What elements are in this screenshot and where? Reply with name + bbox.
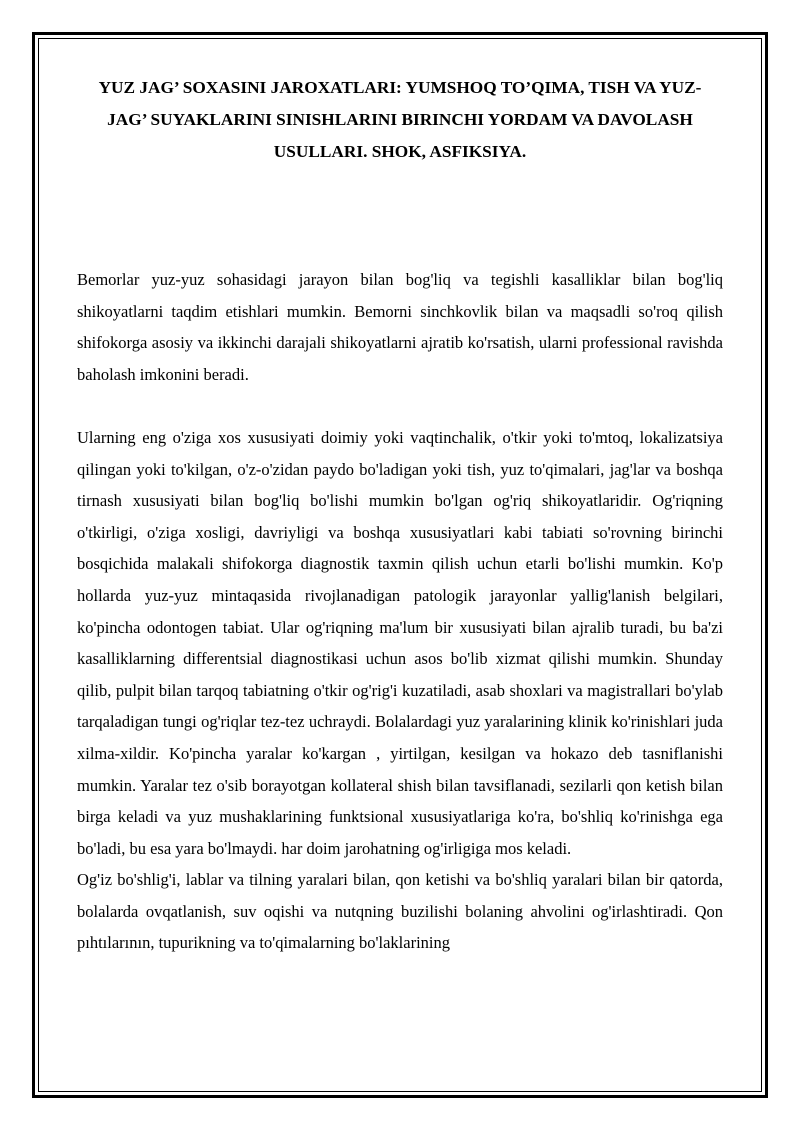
paragraph-pain-complaints: Ularning eng o'ziga xos xususiyati doimiy yoki vaqtinchalik, o'tkir yoki to'mtoq, lokalizatsiya qilingan yoki to'kilgan, o'z-o'zidan paydo bo'ladigan yoki tish, yuz to'qimalari, jag'lar va boshqa tirnash xususiyati bilan bog'liq bo'lishi mumkin bo'lgan og'riq shikoyatlaridir. Og'riqning o'tkirligi, o'ziga xosligi, davriyligi va boshqa xususiyatlari kabi tabiati so'rovning birinchi bosqichida malakali shifokorga diagnostik taxmin qilish uchun etarli bo'lishi mumkin. Ko'p hollarda yuz-yuz mintaqasida rivojlanadigan patologik jarayonlar yallig'lanish belgilari, ko'pincha odontogen tabiat. Ular og'riqning ma'lum bir xususiyati bilan ajralib turadi, bu ba'zi kasalliklarning differentsial diagnostikasi uchun asos bo'lib xizmat qilishi mumkin. Shunday qilib, pulpit bilan tarqoq tabiatning o'tkir og'rig'i kuzatiladi, asab shoxlari va magistrallari bo'ylab tarqaladigan tungi og'riqlar tez-tez uchraydi. Bolalardagi yuz yaralarining klinik ko'rinishlari juda xilma-xildir. Ko'pincha yaralar ko'kargan , yirtilgan, kesilgan va hokazo deb tasniflanishi mumkin. Yaralar tez o'sib borayotgan kollateral shish bilan tavsiflanadi, sezilarli qon ketish bilan birga keladi va yuz mushaklarining funktsional xususiyatlariga ko'ra, bo'shliq ko'rinishga ega bo'ladi, bu esa yara bo'lmaydi. har doim jarohatning og'irligiga mos keladi. bbox=[77, 427, 723, 858]
paragraph-oral-wounds: Og'iz bo'shlig'i, lablar va tilning yaralari bilan, qon ketishi va bo'shliq yaralari bilan bir qatorda, bolalarda ovqatlanish, suv oqishi va nutqning buzilishi bolaning ahvolini og'irlashtiradi. Qon pıhtılarının, tupurikning va to'qimalarning bo'laklarining bbox=[77, 870, 723, 953]
document-page bbox=[77, 72, 723, 959]
document-title: YUZ JAG’ SOXASINI JAROXATLARI: YUMSHOQ TO’QIMA, TISH VA YUZ- JAG’ SUYAKLARINI SINISHLARINI BIRINCHI YORDAM VA DAVOLASH USULLARI. SHOK, ASFIKSIYA. bbox=[98, 78, 702, 161]
document-body bbox=[77, 264, 723, 959]
paragraph-intro: Bemorlar yuz-yuz sohasidagi jarayon bilan bog'liq va tegishli kasalliklar bilan bog'liq shikoyatlarni taqdim etishlari mumkin. Bemorni sinchkovlik bilan va maqsadli so'roq qilish shifokorga asosiy va ikkinchi darajali shikoyatlarni ajratib ko'rsatish, ularni professional ravishda baholash imkonini beradi. bbox=[77, 270, 723, 384]
